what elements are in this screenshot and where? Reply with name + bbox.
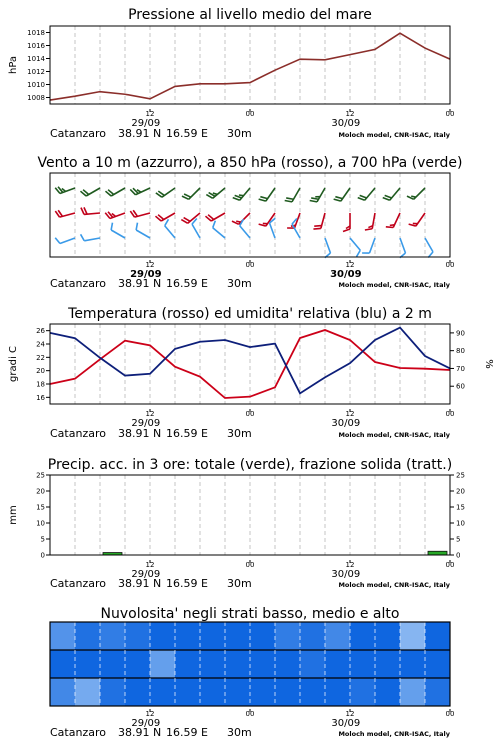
wind-barb bbox=[55, 187, 75, 194]
cloud-cell bbox=[150, 678, 176, 706]
model-credit: Moloch model, CNR-ISAC, Italy bbox=[338, 281, 450, 289]
wind-barb bbox=[325, 238, 331, 258]
cloud-cell bbox=[150, 622, 176, 650]
x-date-label: 30/09 bbox=[331, 118, 360, 129]
location-longitude: 16.59 E bbox=[166, 427, 208, 440]
x-tick-label: 00 bbox=[246, 410, 255, 418]
wind-barb-feather bbox=[365, 229, 372, 230]
y-tick-label: 0 bbox=[456, 552, 460, 560]
wind-barb bbox=[130, 188, 150, 195]
wind-barb bbox=[365, 213, 375, 230]
location-latitude: 38.91 N bbox=[118, 726, 161, 739]
wind-barb bbox=[334, 188, 350, 201]
precipitation-grid bbox=[75, 475, 425, 555]
cloud-cell bbox=[150, 650, 176, 678]
wind-barb-feather bbox=[314, 226, 321, 227]
cloud-cell bbox=[250, 622, 276, 650]
wind-barb bbox=[240, 219, 250, 238]
wind-barb-feather bbox=[259, 199, 266, 201]
x-date-label: 30/09 bbox=[331, 418, 360, 429]
wind-barb bbox=[156, 188, 175, 197]
wind-barb-feather bbox=[285, 201, 292, 202]
y-tick-label: 10 bbox=[36, 520, 45, 528]
wind-barb bbox=[409, 213, 425, 226]
y-tick-label: 26 bbox=[36, 327, 45, 335]
model-credit: Moloch model, CNR-ISAC, Italy bbox=[338, 730, 450, 738]
cloud-cell bbox=[325, 650, 351, 678]
pressure-ylabel: hPa bbox=[8, 56, 19, 74]
cloud-cell bbox=[275, 678, 301, 706]
cloud-cell bbox=[100, 650, 126, 678]
wind-barb bbox=[343, 213, 350, 232]
cloud-cell bbox=[250, 650, 276, 678]
wind-barb-feather bbox=[310, 201, 317, 202]
y-tick-label: 1010 bbox=[27, 81, 45, 89]
location-name: Catanzaro bbox=[50, 427, 106, 440]
y-tick-label: 1012 bbox=[27, 68, 45, 76]
cloud-cell bbox=[200, 622, 226, 650]
location-elevation: 30m bbox=[227, 577, 252, 590]
wind-barb bbox=[313, 213, 325, 229]
x-tick-label: 00 bbox=[246, 110, 255, 118]
wind-barb bbox=[350, 238, 360, 257]
wind-barb bbox=[181, 213, 200, 223]
precipitation-y-ticks-right bbox=[450, 472, 465, 560]
wind-barb-feather bbox=[386, 227, 393, 228]
wind-barb-feather bbox=[343, 229, 350, 232]
wind-barb bbox=[192, 218, 200, 238]
x-tick-label: 00 bbox=[446, 710, 455, 718]
wind-barb-feather bbox=[81, 234, 85, 240]
wind-barbs bbox=[55, 187, 433, 258]
location-longitude: 16.59 E bbox=[166, 577, 208, 590]
wind-barb-feather bbox=[334, 199, 341, 201]
cloud-cell bbox=[50, 678, 76, 706]
wind-barb-feather bbox=[411, 196, 416, 197]
wind-barb-feather bbox=[55, 238, 60, 244]
x-tick-label: 12 bbox=[346, 110, 355, 118]
cloud-cell bbox=[300, 622, 326, 650]
wind-barb-feather bbox=[383, 198, 390, 201]
cloud-cell bbox=[125, 678, 151, 706]
x-date-label: 29/09 bbox=[130, 269, 162, 280]
cloud-cell bbox=[400, 650, 426, 678]
wind-barb bbox=[383, 188, 400, 200]
wind-barb bbox=[407, 188, 425, 199]
x-tick-label: 12 bbox=[346, 261, 355, 269]
cloud-cell bbox=[425, 650, 451, 678]
cloud-cell bbox=[275, 622, 301, 650]
wind-barb-feather bbox=[84, 207, 87, 214]
wind-barb-feather bbox=[81, 208, 84, 215]
location-elevation: 30m bbox=[227, 277, 252, 290]
x-tick-label: 12 bbox=[146, 561, 155, 569]
cloud-cell bbox=[175, 650, 201, 678]
wind-barb-staff bbox=[350, 238, 360, 250]
wind-barb-feather bbox=[236, 221, 241, 222]
x-tick-label: 00 bbox=[246, 710, 255, 718]
x-tick-label: 12 bbox=[346, 410, 355, 418]
wind-barb-feather bbox=[136, 223, 137, 230]
wind-barb-feather bbox=[213, 221, 216, 228]
y-tick-label: 1008 bbox=[27, 94, 45, 102]
x-tick-label: 12 bbox=[146, 261, 155, 269]
cloud-cell bbox=[200, 678, 226, 706]
humidity-ylabel: % bbox=[483, 359, 494, 369]
cloud-panel bbox=[50, 606, 454, 729]
wind-barb-feather bbox=[390, 225, 395, 226]
y-tick-label: 1018 bbox=[27, 29, 45, 37]
wind-barb-feather bbox=[357, 250, 361, 256]
precipitation-plot-frame bbox=[50, 475, 450, 555]
cloud-cell bbox=[175, 622, 201, 650]
temperature-x-ticks bbox=[131, 409, 454, 429]
precipitation-ylabel: mm bbox=[8, 505, 19, 524]
y-tick-label: 16 bbox=[36, 394, 45, 402]
wind-barb bbox=[136, 223, 150, 238]
cloud-cell bbox=[325, 622, 351, 650]
pressure-y-ticks bbox=[27, 29, 50, 102]
wind-barb bbox=[213, 221, 225, 238]
pressure-panel bbox=[8, 7, 454, 129]
wind-barb-staff bbox=[325, 238, 330, 253]
temperature-y-ticks bbox=[36, 327, 50, 402]
cloud-cell bbox=[425, 622, 451, 650]
wind-barb bbox=[206, 188, 225, 198]
cloud-cell bbox=[225, 678, 251, 706]
location-name: Catanzaro bbox=[50, 577, 106, 590]
cloud-cell bbox=[225, 650, 251, 678]
x-date-label: 29/09 bbox=[131, 418, 160, 429]
wind-barb bbox=[55, 210, 75, 217]
wind-barb bbox=[233, 188, 250, 200]
model-credit: Moloch model, CNR-ISAC, Italy bbox=[338, 581, 450, 589]
wind-barb-staff bbox=[400, 238, 405, 253]
location-elevation: 30m bbox=[227, 427, 252, 440]
cloud-cell bbox=[375, 622, 401, 650]
y-tick-label: 18 bbox=[36, 381, 45, 389]
y-tick-label: 24 bbox=[36, 341, 45, 349]
cloud-cell bbox=[350, 622, 376, 650]
y-tick-label: 10 bbox=[456, 520, 465, 528]
wind-barb bbox=[358, 188, 375, 200]
x-tick-label: 00 bbox=[446, 410, 455, 418]
wind-barb bbox=[259, 188, 275, 201]
location-name: Catanzaro bbox=[50, 127, 106, 140]
wind-barb-feather bbox=[182, 196, 189, 199]
wind-barb-feather bbox=[311, 198, 318, 199]
x-tick-label: 12 bbox=[346, 710, 355, 718]
wind-barb-feather bbox=[259, 224, 266, 226]
x-tick-label: 00 bbox=[446, 561, 455, 569]
location-name: Catanzaro bbox=[50, 726, 106, 739]
temperature-ylabel: gradi C bbox=[8, 346, 19, 382]
y-tick-label: 20 bbox=[36, 488, 45, 496]
y-tick-label: 70 bbox=[456, 365, 465, 373]
temperature-title: Temperatura (rosso) ed umidita' relativa (blu) a 2 m bbox=[67, 306, 432, 322]
x-date-label: 30/09 bbox=[330, 269, 362, 280]
x-date-label: 30/09 bbox=[331, 569, 360, 580]
cloud-cell bbox=[50, 622, 76, 650]
wind-barb-staff bbox=[240, 226, 250, 238]
wind-barb-staff bbox=[60, 238, 75, 243]
x-date-label: 29/09 bbox=[131, 569, 160, 580]
cloud-cell bbox=[250, 678, 276, 706]
y-tick-label: 15 bbox=[36, 504, 45, 512]
wind-barb-feather bbox=[213, 193, 217, 194]
x-tick-label: 12 bbox=[146, 410, 155, 418]
y-tick-label: 0 bbox=[41, 552, 45, 560]
cloud-cell bbox=[425, 678, 451, 706]
cloud-cell bbox=[400, 622, 426, 650]
y-tick-label: 25 bbox=[36, 472, 45, 480]
wind-barb bbox=[81, 207, 100, 214]
cloud-cell bbox=[175, 678, 201, 706]
wind-barb-feather bbox=[239, 195, 244, 196]
wind-barb bbox=[285, 188, 300, 202]
x-tick-label: 00 bbox=[446, 261, 455, 269]
y-tick-label: 80 bbox=[456, 347, 465, 355]
cloud-cell bbox=[75, 650, 101, 678]
cloud-cell bbox=[75, 622, 101, 650]
y-tick-label: 20 bbox=[456, 488, 465, 496]
wind-barb bbox=[362, 238, 375, 253]
wind-barb bbox=[165, 219, 175, 238]
y-tick-label: 1014 bbox=[27, 55, 45, 63]
precipitation-bar bbox=[428, 551, 447, 555]
cloud-cell bbox=[50, 650, 76, 678]
wind-barb-feather bbox=[358, 198, 365, 201]
wind-barb-feather bbox=[335, 197, 342, 199]
cloud-cell bbox=[100, 622, 126, 650]
precipitation-y-ticks bbox=[36, 472, 50, 560]
y-tick-label: 90 bbox=[456, 329, 465, 337]
model-credit: Moloch model, CNR-ISAC, Italy bbox=[338, 131, 450, 139]
wind-barb bbox=[111, 223, 125, 238]
wind-barb bbox=[155, 213, 175, 221]
cloud-cell bbox=[300, 650, 326, 678]
y-tick-label: 22 bbox=[36, 354, 45, 362]
cloud-cell bbox=[300, 678, 326, 706]
wind-barb bbox=[81, 234, 100, 240]
wind-barb-staff bbox=[270, 223, 275, 238]
wind-barb-feather bbox=[286, 198, 293, 199]
wind-title: Vento a 10 m (azzurro), a 850 hPa (rosso), a 700 hPa (verde) bbox=[37, 155, 462, 171]
wind-barb-feather bbox=[360, 195, 367, 198]
pressure-grid bbox=[75, 26, 425, 104]
y-tick-label: 5 bbox=[41, 536, 45, 544]
wind-barb-staff bbox=[111, 230, 125, 238]
location-latitude: 38.91 N bbox=[118, 427, 161, 440]
precipitation-panel bbox=[8, 457, 465, 580]
wind-barb bbox=[425, 238, 433, 258]
x-tick-label: 12 bbox=[146, 110, 155, 118]
wind-barb-feather bbox=[184, 194, 191, 197]
cloud-cell bbox=[275, 650, 301, 678]
location-longitude: 16.59 E bbox=[166, 277, 208, 290]
wind-barb bbox=[400, 238, 406, 258]
wind-barb-staff bbox=[192, 224, 200, 238]
x-date-label: 29/09 bbox=[131, 118, 160, 129]
x-date-label: 29/09 bbox=[131, 718, 160, 729]
model-credit: Moloch model, CNR-ISAC, Italy bbox=[338, 431, 450, 439]
wind-barb-feather bbox=[313, 228, 320, 229]
wind-barb bbox=[205, 213, 225, 221]
y-tick-label: 1016 bbox=[27, 42, 45, 50]
location-latitude: 38.91 N bbox=[118, 577, 161, 590]
cloud-cell bbox=[375, 678, 401, 706]
wind-barb bbox=[80, 188, 100, 196]
x-tick-label: 00 bbox=[246, 561, 255, 569]
temperature-panel bbox=[8, 306, 494, 429]
location-longitude: 16.59 E bbox=[166, 726, 208, 739]
wind-barb bbox=[55, 238, 75, 244]
location-longitude: 16.59 E bbox=[166, 127, 208, 140]
precipitation-title: Precip. acc. in 3 ore: totale (verde), frazione solida (tratt.) bbox=[48, 457, 452, 473]
cloud-cell bbox=[75, 678, 101, 706]
cloud-cell bbox=[375, 650, 401, 678]
wind-barb-staff bbox=[425, 238, 433, 252]
location-name: Catanzaro bbox=[50, 277, 106, 290]
wind-barb-feather bbox=[409, 224, 416, 226]
wind-panel bbox=[37, 155, 462, 280]
wind-barb-feather bbox=[111, 223, 112, 230]
wind-barb-staff bbox=[136, 230, 150, 238]
x-tick-label: 00 bbox=[446, 110, 455, 118]
cloud-cell bbox=[125, 650, 151, 678]
pressure-x-ticks bbox=[131, 109, 454, 129]
wind-barb-staff bbox=[84, 238, 100, 241]
cloud-cell bbox=[400, 678, 426, 706]
location-latitude: 38.91 N bbox=[118, 277, 161, 290]
cloud-cell bbox=[200, 650, 226, 678]
temperature-grid bbox=[75, 324, 425, 404]
wind-barb bbox=[105, 212, 125, 219]
wind-barb-staff bbox=[165, 226, 175, 238]
wind-barb-feather bbox=[233, 198, 240, 201]
wind-barb-feather bbox=[260, 197, 267, 199]
x-tick-label: 00 bbox=[246, 261, 255, 269]
pressure-title: Pressione al livello medio del mare bbox=[128, 7, 372, 23]
x-tick-label: 12 bbox=[346, 561, 355, 569]
x-date-label: 30/09 bbox=[331, 718, 360, 729]
wind-barb bbox=[130, 210, 150, 217]
wind-barb bbox=[270, 218, 276, 238]
location-latitude: 38.91 N bbox=[118, 127, 161, 140]
wind-barb-staff bbox=[213, 228, 225, 238]
wind-barb-feather bbox=[165, 219, 169, 225]
wind-barb bbox=[182, 188, 200, 199]
location-elevation: 30m bbox=[227, 726, 252, 739]
x-tick-label: 12 bbox=[146, 710, 155, 718]
y-tick-label: 60 bbox=[456, 383, 465, 391]
location-elevation: 30m bbox=[227, 127, 252, 140]
cloud-cell bbox=[100, 678, 126, 706]
wind-barb bbox=[310, 188, 325, 202]
cloud-cell bbox=[350, 678, 376, 706]
y-tick-label: 25 bbox=[456, 472, 465, 480]
y-tick-label: 20 bbox=[36, 367, 45, 375]
wind-barb-feather bbox=[385, 195, 392, 198]
humidity-y-ticks bbox=[450, 329, 465, 390]
y-tick-label: 5 bbox=[456, 536, 460, 544]
y-tick-label: 15 bbox=[456, 504, 465, 512]
wind-barb-staff bbox=[370, 238, 375, 253]
wind-barb bbox=[105, 188, 125, 196]
cloud-cell bbox=[225, 622, 251, 650]
cloud-cell bbox=[325, 678, 351, 706]
cloud-cell bbox=[350, 650, 376, 678]
wind-barb bbox=[386, 213, 400, 228]
cloud-title: Nuvolosita' negli strati basso, medio e alto bbox=[101, 606, 400, 622]
cloud-cell bbox=[125, 622, 151, 650]
